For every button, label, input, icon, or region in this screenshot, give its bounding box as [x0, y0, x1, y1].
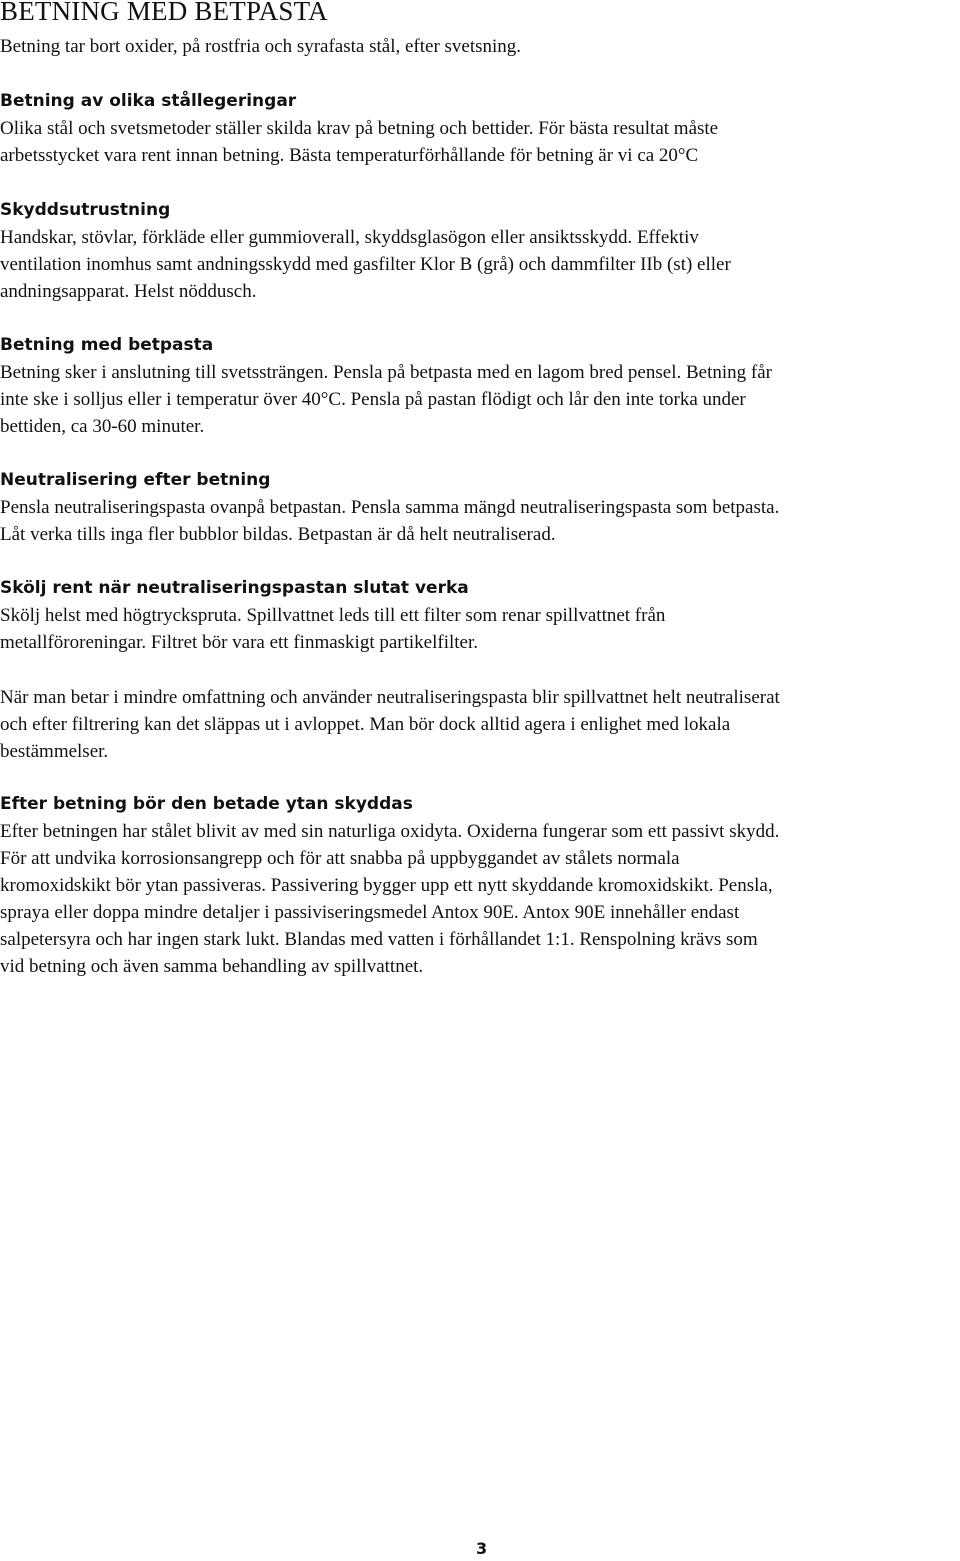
paragraph-line: kromoxidskikt bör ytan passiveras. Passivering bygger upp ett nytt skyddande kromoxidskikt. Pensla,: [0, 875, 773, 896]
section-protective-equipment: [0, 197, 960, 305]
paragraph-line: salpetersyra och har ingen stark lukt. Blandas med vatten i förhållandet 1:1. Renspolning krävs som: [0, 929, 758, 950]
paragraph-line: För att undvika korrosionsangrepp och för att snabba på uppbyggandet av stålets normala: [0, 848, 680, 869]
section-surface-protection: [0, 791, 960, 980]
section-heading: Betning av olika stållegeringar: [0, 91, 297, 111]
paragraph-line: Låt verka tills inga fler bubblor bildas. Betpastan är då helt neutraliserad.: [0, 524, 556, 545]
paragraph-line: bestämmelser.: [0, 741, 109, 762]
section-heading: Skyddsutrustning: [0, 200, 171, 220]
paragraph-line: Skölj helst med högtryckspruta. Spillvattnet leds till ett filter som renar spillvattnet från: [0, 605, 666, 626]
section-wastewater-note: [0, 684, 960, 765]
paragraph-line: andningsapparat. Helst nöddusch.: [0, 281, 257, 302]
paragraph-line: bettiden, ca 30-60 minuter.: [0, 416, 205, 437]
paragraph-line: Betning sker i anslutning till svetssträngen. Pensla på betpasta med en lagom bred pensel. Betning får: [0, 362, 772, 383]
intro-paragraph: Betning tar bort oxider, på rostfria och syrafasta stål, efter svetsning.: [0, 36, 522, 57]
paragraph-line: Pensla neutraliseringspasta ovanpå betpastan. Pensla samma mängd neutraliseringspasta som betpasta.: [0, 497, 780, 518]
section-pickling-paste: [0, 332, 960, 440]
paragraph-line: metallföroreningar. Filtret bör vara ett finmaskigt partikelfilter.: [0, 632, 479, 653]
paragraph-line: och efter filtrering kan det släppas ut i avloppet. Man bör dock alltid agera i enlighet med lokala: [0, 714, 731, 735]
paragraph-line: Olika stål och svetsmetoder ställer skilda krav på betning och bettider. För bästa resultat måste: [0, 118, 719, 139]
section-heading: Efter betning bör den betade ytan skyddas: [0, 794, 413, 814]
section-rinse: [0, 575, 960, 656]
paragraph-line: Efter betningen har stålet blivit av med sin naturliga oxidyta. Oxiderna fungerar som ett passivt skydd.: [0, 821, 780, 842]
paragraph-line: arbetsstycket vara rent innan betning. Bästa temperaturförhållande för betning är vi ca 20°C: [0, 145, 699, 166]
paragraph-line: ventilation inomhus samt andningsskydd med gasfilter Klor B (grå) och dammfilter IIb (st) eller: [0, 254, 731, 275]
section-steel-alloys: [0, 88, 960, 169]
section-neutralisation: [0, 467, 960, 548]
paragraph-line: Handskar, stövlar, förkläde eller gummioverall, skyddsglasögon eller ansiktsskydd. Effektiv: [0, 227, 699, 248]
paragraph-line: inte ske i solljus eller i temperatur över 40°C. Pensla på pastan flödigt och lår den inte torka under: [0, 389, 746, 410]
section-heading: Skölj rent när neutraliseringspastan slutat verka: [0, 578, 469, 598]
page-number: 3: [476, 1539, 488, 1558]
section-heading: Betning med betpasta: [0, 335, 214, 355]
section-heading: Neutralisering efter betning: [0, 470, 271, 490]
paragraph-line: vid betning och även samma behandling av spillvattnet.: [0, 956, 424, 977]
paragraph-line: spraya eller doppa mindre detaljer i passiviseringsmedel Antox 90E. Antox 90E innehåller endast: [0, 902, 740, 923]
document-title: BETNING MED BETPASTA: [0, 0, 328, 26]
paragraph-line: När man betar i mindre omfattning och använder neutraliseringspasta blir spillvattnet helt neutraliserat: [0, 687, 780, 708]
